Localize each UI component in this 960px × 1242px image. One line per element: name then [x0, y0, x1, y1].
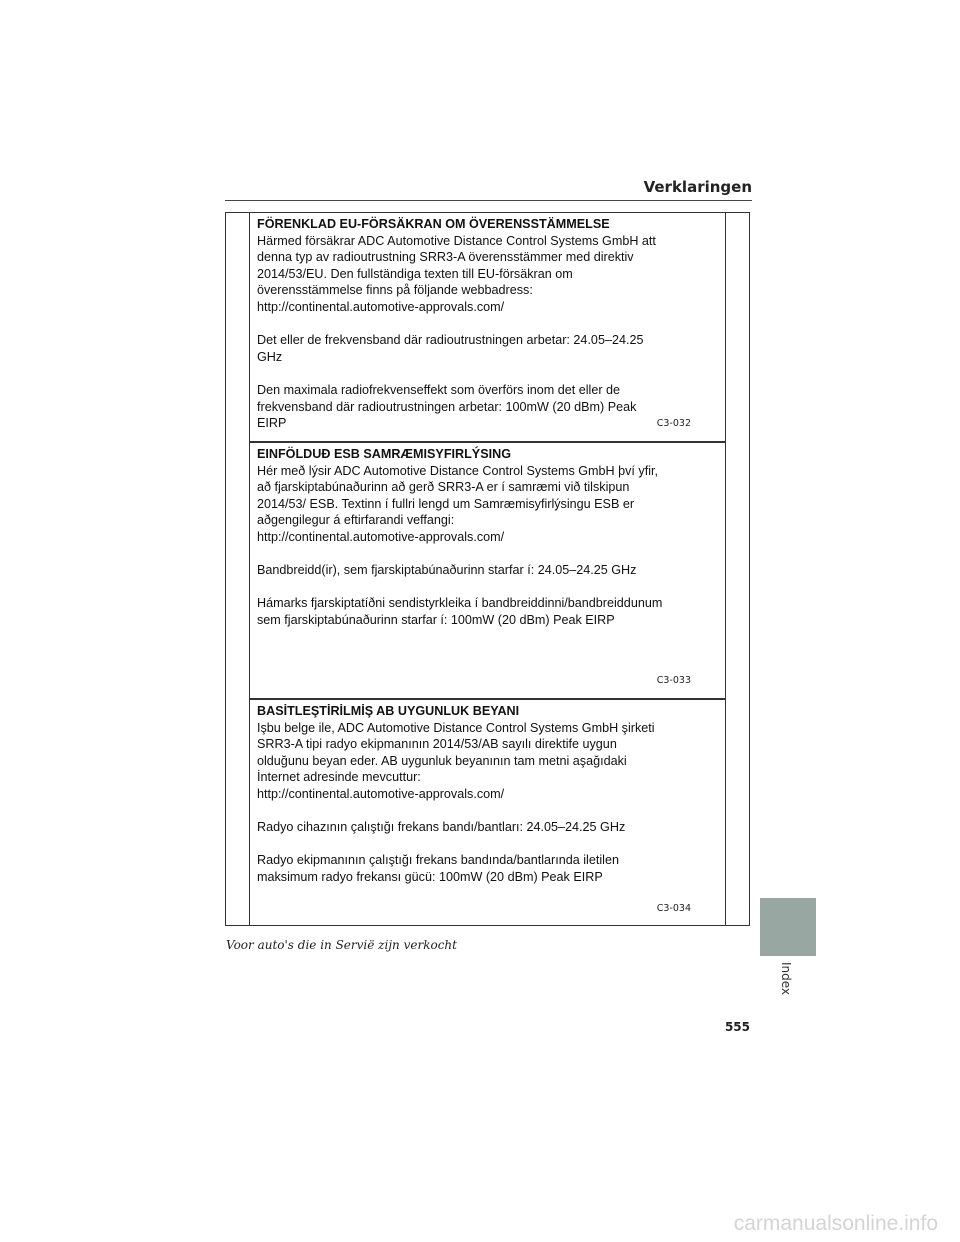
- index-tab-label: Index: [779, 962, 793, 996]
- declaration-paragraph: Işbu belge ile, ADC Automotive Distance Control Systems GmbH şirketi SRR3-A tipi radyo ekipmanının 2014/53/AB sayılı direktife uygun olduğunu beyan eder. AB uygunluk beyanının tam metni aşağıdaki İnternet adresinde mevcuttur: http://continental.automotive-approvals.com/: [257, 720, 655, 801]
- declaration-swedish: [250, 213, 725, 443]
- declaration-paragraph: Det eller de frekvensband där radioutrustningen arbetar: 24.05–24.25 GHz: [257, 333, 644, 364]
- index-tab[interactable]: [760, 898, 816, 956]
- declaration-paragraph: Bandbreidd(ir), sem fjarskiptabúnaðurinn starfar í: 24.05–24.25 GHz: [257, 563, 637, 578]
- declaration-turkish: [250, 700, 725, 926]
- declaration-paragraph: Härmed försäkrar ADC Automotive Distance Control Systems GmbH att denna typ av radioutrustning SRR3-A överensstämmer med direktiv 2014/53/EU. Den fullständiga texten till EU-försäkran om överensstämmelse finns på följande webbadress: http://continental.automotive-approvals.com/: [257, 233, 656, 314]
- declaration-paragraph: Radyo cihazının çalıştığı frekans bandı/bantları: 24.05–24.25 GHz: [257, 820, 626, 835]
- header-divider: [225, 200, 752, 201]
- figure-code: C3-034: [656, 903, 691, 915]
- declarations-box: [249, 213, 726, 926]
- declaration-heading: FÖRENKLAD EU-FÖRSÄKRAN OM ÖVERENSSTÄMMELSE: [257, 217, 610, 231]
- serbia-footnote: Voor auto's die in Servië zijn verkocht: [226, 938, 457, 952]
- declaration-icelandic: [250, 443, 725, 700]
- page-number: 555: [724, 1020, 750, 1034]
- declaration-heading: EINFÖLDUÐ ESB SAMRÆMISYFIRLÝSING: [257, 447, 511, 461]
- declaration-paragraph: Hámarks fjarskiptatíðni sendistyrkleika í bandbreiddinni/bandbreiddunum sem fjarskiptabúnaðurinn starfar í: 100mW (20 dBm) Peak EIRP: [257, 596, 663, 627]
- declaration-paragraph: Den maximala radiofrekvenseffekt som överförs inom det eller de frekvensband där radioutrustningen arbetar: 100mW (20 dBm) Peak EIRP: [257, 382, 637, 431]
- declaration-heading: BASİTLEŞTİRİLMİŞ AB UYGUNLUK BEYANI: [257, 704, 520, 718]
- declaration-paragraph: Hér með lýsir ADC Automotive Distance Control Systems GmbH því yfir, að fjarskiptabúnaðurinn að gerð SRR3-A er í samræmi við tilskipun 2014/53/ ESB. Textinn í fullri lengd um Samræmisyfirlýsingu ESB er aðgengilegur á eftirfarandi veffangi: http://continental.automotive-approvals.com/: [257, 463, 659, 544]
- figure-code: C3-032: [656, 418, 691, 430]
- watermark: carmanualsonline.info: [733, 1212, 938, 1235]
- figure-code: C3-033: [656, 675, 691, 687]
- declaration-paragraph: Radyo ekipmanının çalıştığı frekans bandında/bantlarında iletilen maksimum radyo frekansı gücü: 100mW (20 dBm) Peak EIRP: [257, 853, 619, 884]
- section-title: Verklaringen: [643, 178, 752, 196]
